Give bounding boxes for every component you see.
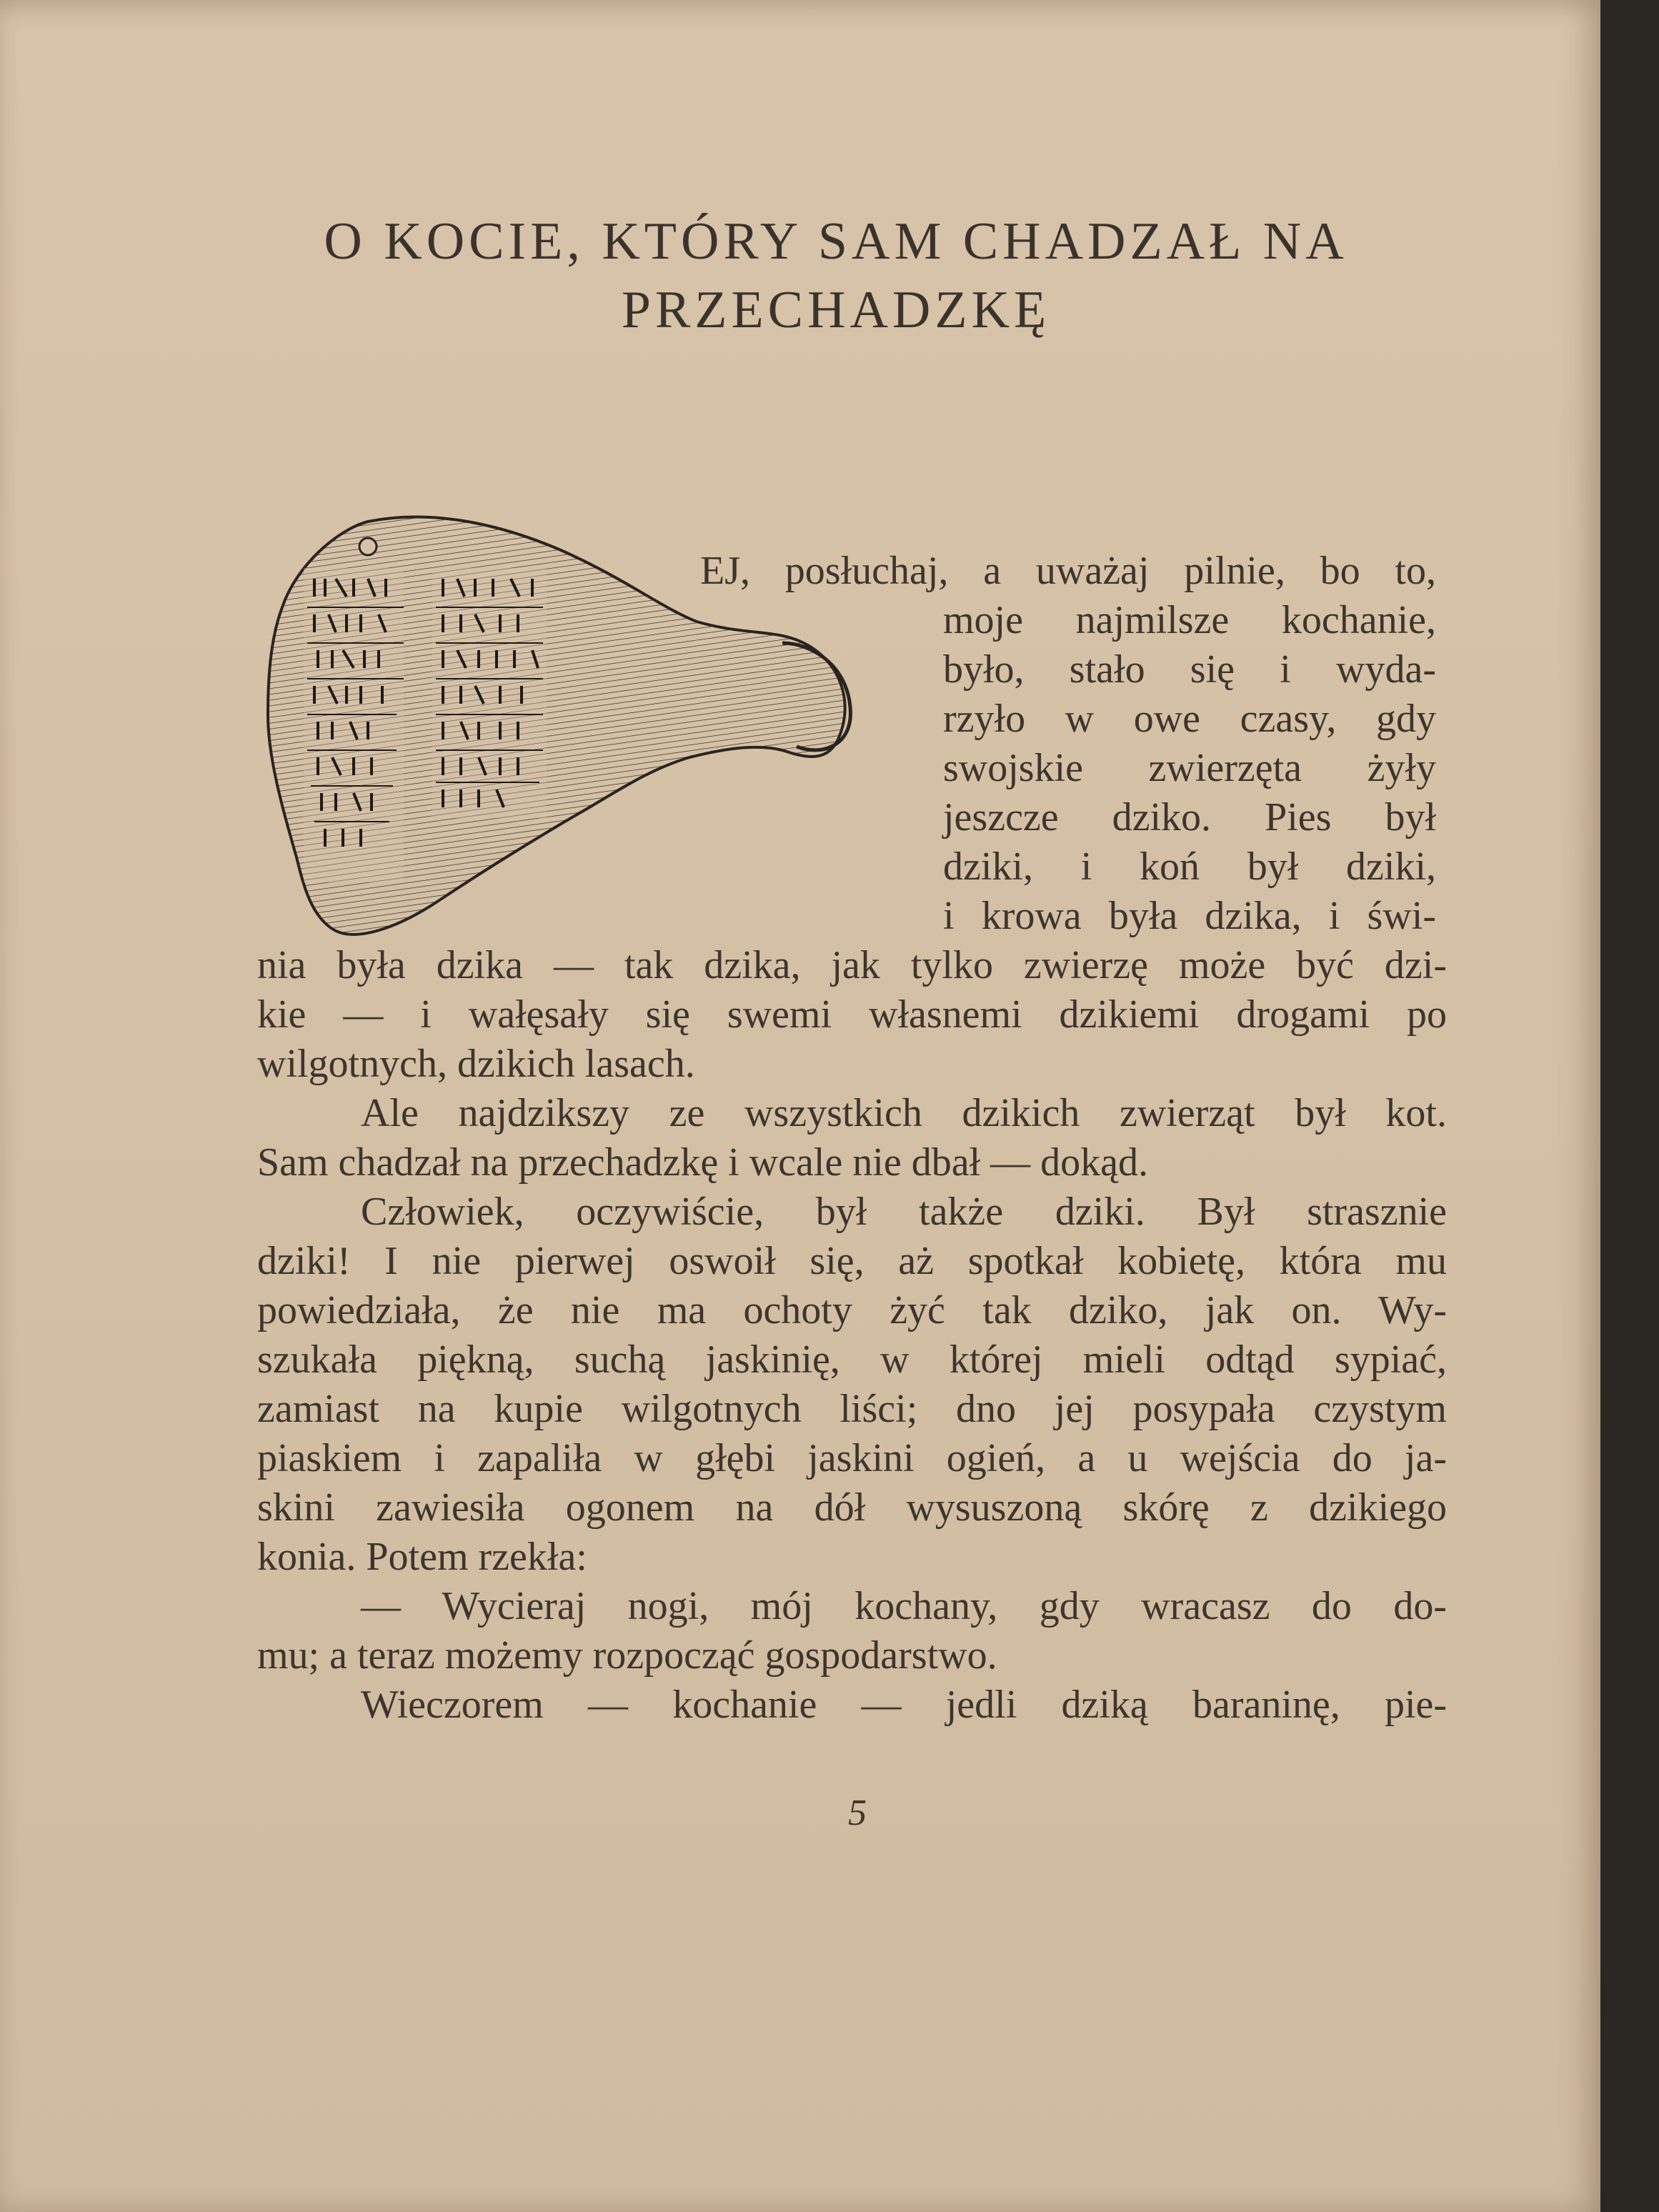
- text-line: i krowa była dzika, i świ-: [943, 894, 1436, 938]
- wrapped-text-column: [943, 596, 1436, 941]
- text-line: Wieczorem — kochanie — jedli dziką baraninę, pie-: [361, 1683, 1447, 1727]
- text-line: szukała piękną, suchą jaskinię, w której mieli odtąd sypiać,: [257, 1337, 1447, 1382]
- text-line: wilgotnych, dzikich lasach.: [257, 1042, 695, 1086]
- text-line: skini zawiesiła ogonem na dół wysuszoną skórę z dzikiego: [257, 1485, 1447, 1530]
- text-line: moje najmilsze kochanie,: [943, 598, 1436, 642]
- text-line: zamiast na kupie wilgotnych liści; dno jej posypała czystym: [257, 1387, 1447, 1431]
- text-line: — Wycieraj nogi, mój kochany, gdy wracasz do do-: [361, 1584, 1447, 1628]
- text-line: swojskie zwierzęta żyły: [943, 746, 1436, 790]
- chapter-title: [214, 207, 1458, 344]
- text-line: EJ, posłuchaj, a uważaj pilnie, bo to,: [700, 549, 1436, 593]
- text-line: konia. Potem rzekła:: [257, 1535, 587, 1579]
- text-line: nia była dzika — tak dzika, jak tylko zwierzę może być dzi-: [257, 943, 1447, 987]
- text-line: powiedziała, że nie ma ochoty żyć tak dziko, jak on. Wy-: [257, 1288, 1447, 1332]
- title-line-2: PRZECHADZKĘ: [621, 281, 1051, 339]
- text-line: piaskiem i zapaliła w głębi jaskini ogień, a u wejścia do ja-: [257, 1436, 1447, 1480]
- text-line: było, stało się i wyda-: [943, 647, 1436, 692]
- text-line: Człowiek, oczywiście, był także dziki. Był strasznie: [361, 1190, 1447, 1234]
- title-line-1: O KOCIE, KTÓRY SAM CHADZAŁ NA: [324, 212, 1348, 271]
- wrapped-text-block: [700, 547, 1436, 596]
- main-text-block: [257, 941, 1447, 1730]
- text-line: jeszcze dziko. Pies był: [943, 795, 1436, 840]
- text-line: Ale najdzikszy ze wszystkich dzikich zwierząt był kot.: [361, 1091, 1447, 1135]
- text-line: dziki! I nie pierwej oswoił się, aż spotkał kobietę, która mu: [257, 1239, 1447, 1283]
- text-line: kie — i wałęsały się swemi własnemi dzikiemi drogami po: [257, 992, 1447, 1037]
- page-number: 5: [848, 1793, 867, 1833]
- text-line: rzyło w owe czasy, gdy: [943, 697, 1436, 741]
- text-line: dziki, i koń był dziki,: [943, 845, 1436, 889]
- text-line: Sam chadzał na przechadzkę i wcale nie dbał — dokąd.: [257, 1140, 1148, 1185]
- text-line: mu; a teraz możemy rozpocząć gospodarstwo.: [257, 1633, 997, 1678]
